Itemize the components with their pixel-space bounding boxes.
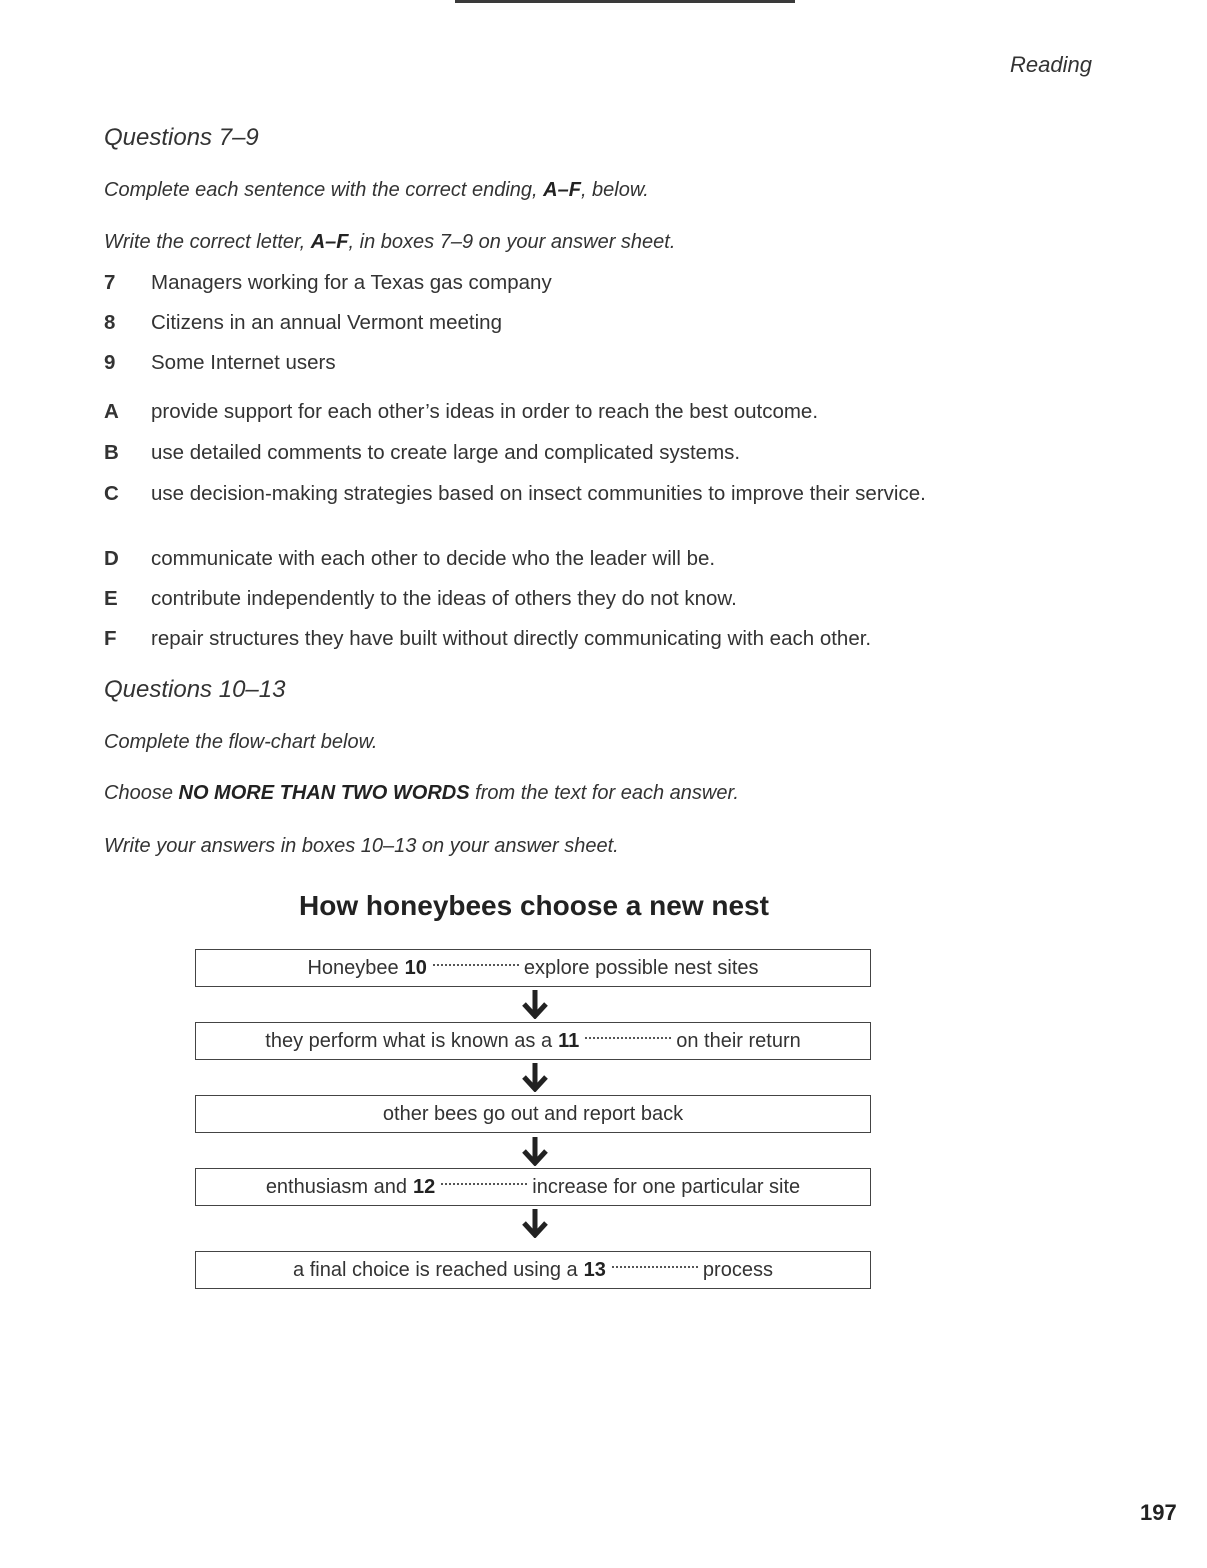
question-number: 7 bbox=[104, 271, 116, 294]
flowchart-step bbox=[195, 949, 871, 987]
flowchart-step bbox=[195, 1168, 871, 1206]
question-text: Some Internet users bbox=[151, 351, 336, 374]
down-arrow-icon bbox=[521, 989, 549, 1019]
instruction-word-limit bbox=[104, 782, 739, 805]
flowchart-step bbox=[195, 1095, 871, 1133]
question-item bbox=[104, 349, 934, 376]
ending-text: provide support for each other’s ideas in order to reach the best outcome. bbox=[151, 400, 819, 423]
ending-letter: A bbox=[104, 400, 119, 423]
instr-text: Write the correct letter, bbox=[104, 231, 311, 253]
question-item bbox=[104, 309, 934, 336]
top-rule bbox=[455, 0, 795, 3]
gap-number: 11 bbox=[558, 1029, 580, 1052]
instr-text: Complete each sentence with the correct ending, bbox=[104, 179, 544, 201]
ending-text: contribute independently to the ideas of others they do not know. bbox=[151, 587, 737, 610]
step-text: a final choice is reached using a bbox=[293, 1258, 578, 1281]
question-text: Citizens in an annual Vermont meeting bbox=[151, 311, 502, 334]
instruction-complete-flowchart: Complete the flow-chart below. bbox=[104, 731, 378, 753]
instr-text: , below. bbox=[580, 179, 649, 201]
gap-number: 12 bbox=[413, 1175, 436, 1198]
questions-10-13-heading: Questions 10–13 bbox=[104, 676, 286, 703]
ending-letter: C bbox=[104, 482, 119, 505]
ending-option bbox=[104, 625, 934, 652]
answer-gap[interactable] bbox=[441, 1183, 527, 1185]
step-text: Honeybee bbox=[307, 956, 399, 979]
flowchart-step bbox=[195, 1251, 871, 1289]
flowchart-step bbox=[195, 1022, 871, 1060]
step-text: other bees go out and report back bbox=[382, 1102, 684, 1125]
ending-letter: B bbox=[104, 441, 119, 464]
step-text: on their return bbox=[676, 1029, 801, 1052]
gap-number: 13 bbox=[583, 1258, 606, 1281]
ending-text: use detailed comments to create large and complicated systems. bbox=[151, 441, 741, 464]
ending-option bbox=[104, 398, 934, 425]
question-number: 8 bbox=[104, 311, 116, 334]
ending-text: use decision-making strategies based on insect communities to improve their service. bbox=[151, 482, 926, 505]
instr-text: Choose bbox=[104, 782, 179, 804]
instruction-write-letter bbox=[104, 231, 675, 254]
down-arrow-icon bbox=[521, 1062, 549, 1092]
instr-bold: A–F bbox=[543, 179, 581, 201]
down-arrow-icon bbox=[521, 1208, 549, 1238]
ending-option bbox=[104, 480, 934, 507]
instr-bold: A–F bbox=[310, 231, 349, 253]
step-text: they perform what is known as a bbox=[265, 1029, 553, 1052]
ending-letter: E bbox=[104, 587, 118, 610]
instr-bold: NO MORE THAN TWO WORDS bbox=[178, 782, 470, 804]
question-number: 9 bbox=[104, 351, 116, 374]
down-arrow-icon bbox=[521, 1136, 549, 1166]
instr-text: , in boxes 7–9 on your answer sheet. bbox=[348, 231, 676, 253]
ending-option bbox=[104, 545, 934, 572]
ending-option bbox=[104, 585, 934, 612]
answer-gap[interactable] bbox=[585, 1037, 671, 1039]
flowchart-title: How honeybees choose a new nest bbox=[299, 890, 769, 921]
ending-letter: F bbox=[104, 627, 117, 650]
instr-text: from the text for each answer. bbox=[469, 782, 739, 804]
step-text: process bbox=[702, 1258, 773, 1281]
page-number: 197 bbox=[1140, 1500, 1177, 1525]
questions-7-9-heading: Questions 7–9 bbox=[104, 124, 259, 151]
instruction-write-answers: Write your answers in boxes 10–13 on your answer sheet. bbox=[104, 835, 619, 857]
step-text: increase for one particular site bbox=[532, 1175, 801, 1198]
question-text: Managers working for a Texas gas company bbox=[151, 271, 552, 294]
answer-gap[interactable] bbox=[612, 1266, 698, 1268]
ending-text: repair structures they have built without directly communicating with each other. bbox=[151, 627, 872, 650]
ending-option bbox=[104, 439, 934, 466]
instruction-complete-sentence bbox=[104, 179, 649, 202]
step-text: enthusiasm and bbox=[265, 1175, 408, 1198]
section-label: Reading bbox=[1010, 52, 1092, 77]
step-text: explore possible nest sites bbox=[523, 956, 759, 979]
ending-letter: D bbox=[104, 547, 119, 570]
gap-number: 10 bbox=[404, 956, 427, 979]
answer-gap[interactable] bbox=[433, 964, 519, 966]
question-item bbox=[104, 269, 934, 296]
ending-text: communicate with each other to decide who the leader will be. bbox=[151, 547, 716, 570]
